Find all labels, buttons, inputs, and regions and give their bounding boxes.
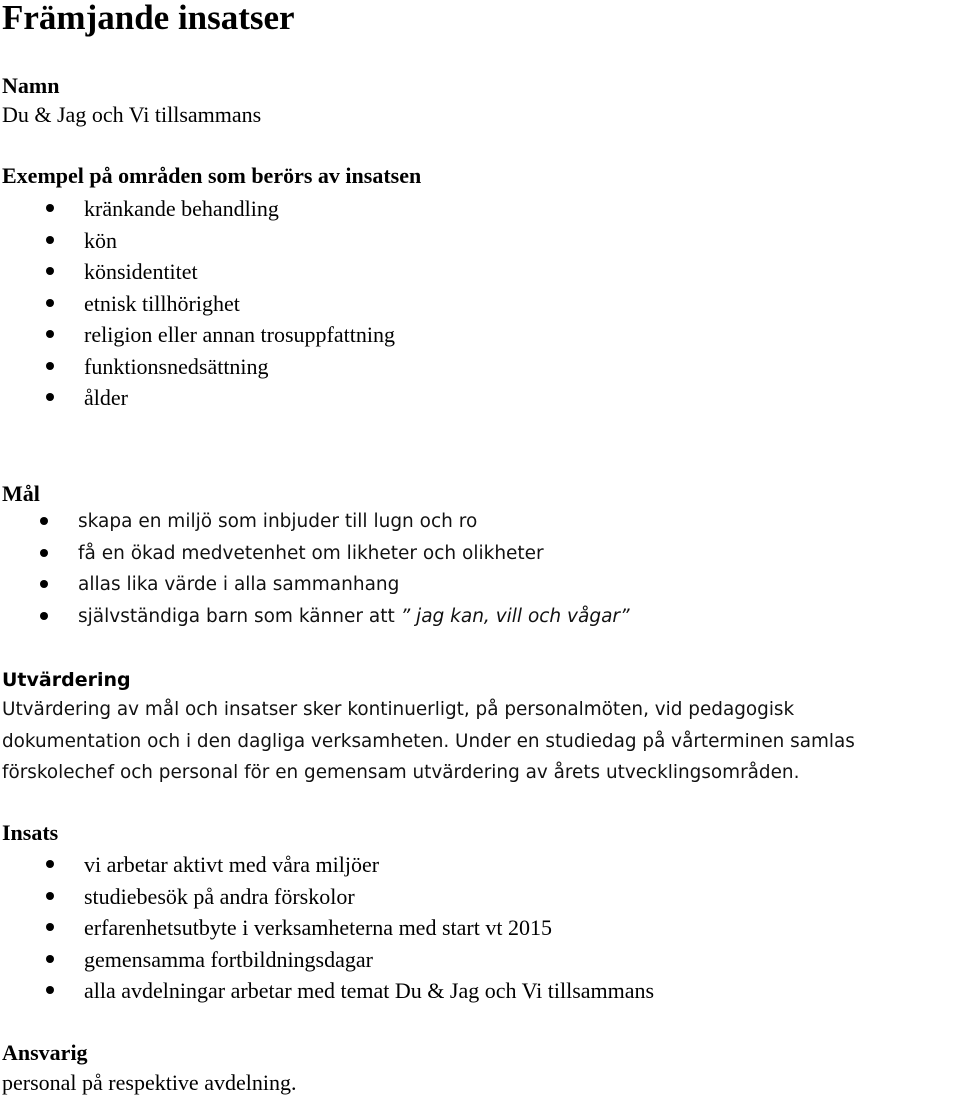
list-item: få en ökad medvetenhet om likheter och olikheter: [0, 538, 630, 570]
mal-heading: Mål: [2, 481, 40, 506]
namn-value: Du & Jag och Vi tillsammans: [2, 102, 262, 127]
bullet-icon: [40, 612, 48, 620]
omraden-heading: Exempel på områden som berörs av insatsen: [2, 163, 422, 188]
utvardering-heading: Utvärdering: [2, 669, 131, 691]
page-title: Främjande insatser: [2, 0, 295, 37]
ansvarig-heading: Ansvarig: [2, 1040, 88, 1065]
list-item: könsidentitet: [0, 256, 395, 288]
utvardering-line-3: förskolechef och personal för en gemensam utvärdering av årets utvecklingsområden.: [2, 762, 800, 783]
mal-list: [0, 506, 630, 632]
list-item: studiebesök på andra förskolor: [0, 881, 654, 913]
utvardering-line-2: dokumentation och i den dagliga verksamheten. Under en studiedag på vårterminen samlas: [2, 731, 855, 752]
list-item: religion eller annan trosuppfattning: [0, 319, 395, 351]
list-item: funktionsnedsättning: [0, 351, 395, 383]
list-item: erfarenhetsutbyte i verksamheterna med start vt 2015: [0, 912, 654, 944]
bullet-icon: [46, 299, 54, 307]
bullet-icon: [46, 986, 54, 994]
bullet-icon: [46, 236, 54, 244]
list-item: självständiga barn som känner att ” jag kan, vill och vågar”: [0, 601, 630, 633]
namn-heading: Namn: [2, 73, 60, 98]
bullet-icon: [46, 204, 54, 212]
list-item: gemensamma fortbildningsdagar: [0, 944, 654, 976]
bullet-icon: [46, 330, 54, 338]
list-item: ålder: [0, 382, 395, 414]
bullet-icon: [40, 549, 48, 557]
bullet-icon: [46, 362, 54, 370]
list-item: vi arbetar aktivt med våra miljöer: [0, 849, 654, 881]
bullet-icon: [46, 955, 54, 963]
quote-text: ” jag kan, vill och vågar”: [400, 605, 630, 627]
bullet-icon: [40, 517, 48, 525]
bullet-icon: [46, 393, 54, 401]
bullet-icon: [46, 923, 54, 931]
list-item: etnisk tillhörighet: [0, 288, 395, 320]
ansvarig-value: personal på respektive avdelning.: [2, 1070, 297, 1095]
list-item: alla avdelningar arbetar med temat Du & Jag och Vi tillsammans: [0, 975, 654, 1007]
omraden-list: [0, 193, 395, 414]
list-item: skapa en miljö som inbjuder till lugn och ro: [0, 506, 630, 538]
bullet-icon: [40, 580, 48, 588]
insats-list: [0, 849, 654, 1007]
bullet-icon: [46, 860, 54, 868]
bullet-icon: [46, 267, 54, 275]
list-item: kön: [0, 225, 395, 257]
list-item: kränkande behandling: [0, 193, 395, 225]
bullet-icon: [46, 892, 54, 900]
list-item: allas lika värde i alla sammanhang: [0, 569, 630, 601]
utvardering-line-1: Utvärdering av mål och insatser sker kontinuerligt, på personalmöten, vid pedagogisk: [2, 699, 795, 720]
insats-heading: Insats: [2, 820, 59, 845]
